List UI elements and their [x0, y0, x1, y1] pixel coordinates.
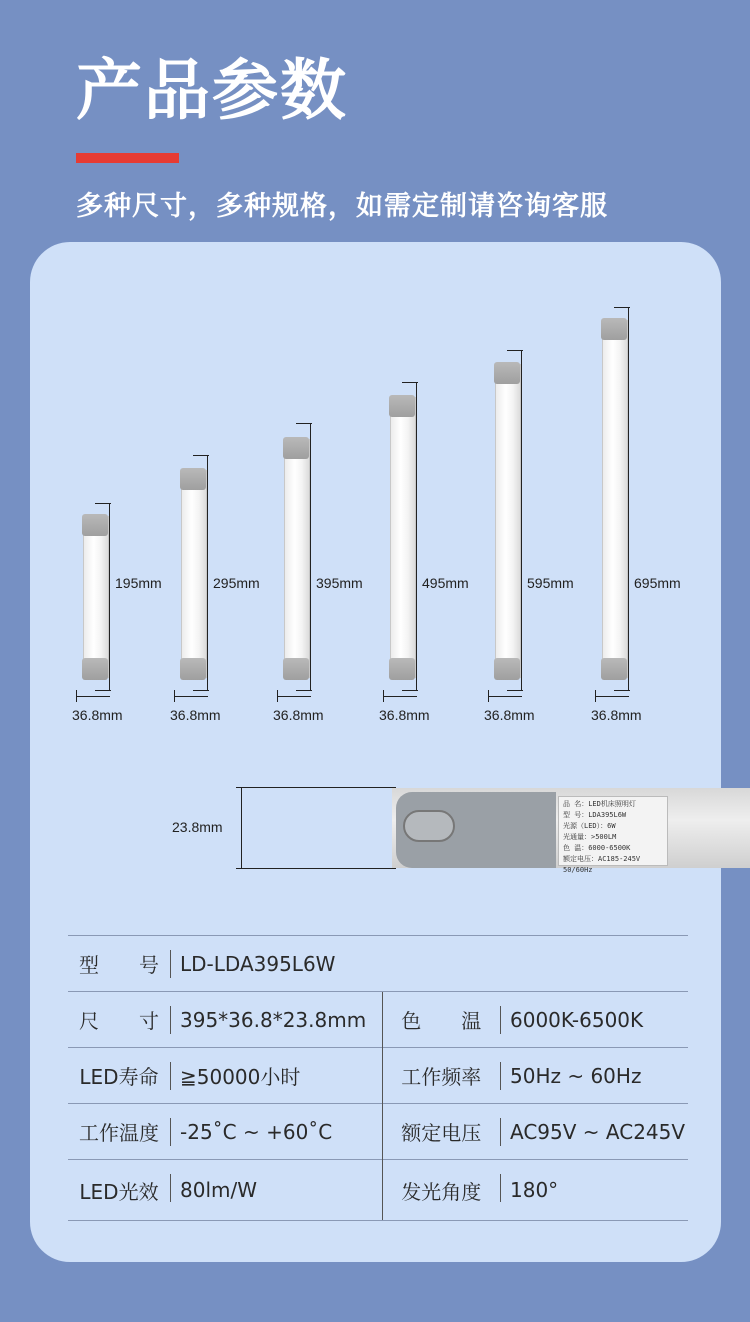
- spec-value-life: ≧50000小时: [170, 1048, 382, 1104]
- width-dimension-line: [277, 696, 311, 697]
- sticker-line: 光源（LED）：6W: [563, 822, 616, 830]
- length-dimension-tick: [296, 690, 312, 691]
- length-label: 595mm: [527, 575, 574, 591]
- tube-end-cap: [389, 658, 415, 680]
- sticker-line: 色 温：6000-6500K: [563, 844, 631, 852]
- width-dimension-line: [174, 696, 208, 697]
- length-dimension-tick: [402, 382, 418, 383]
- width-dimension-line: [76, 696, 110, 697]
- spec-value-temperature: -25˚C ~ +60˚C: [170, 1104, 382, 1160]
- length-dimension-tick: [193, 455, 209, 456]
- length-dimension-line: [416, 382, 417, 690]
- length-dimension-line: [310, 423, 311, 690]
- light-tube: [83, 516, 109, 678]
- spec-value-model: LD-LDA395L6W: [170, 936, 688, 992]
- page-subtitle: 多种尺寸，多种规格，如需定制请咨询客服: [76, 191, 608, 222]
- length-dimension-tick: [614, 690, 630, 691]
- length-dimension-tick: [296, 423, 312, 424]
- sticker-line: 型 号：LDA395L6W: [563, 811, 627, 819]
- light-tube: [495, 364, 521, 678]
- spec-value-frequency: 50Hz ~ 60Hz: [500, 1048, 688, 1104]
- width-dimension-line: [595, 696, 629, 697]
- profile-height-label: 23.8mm: [172, 819, 223, 835]
- length-label: 695mm: [634, 575, 681, 591]
- spec-value-cct: 6000K-6500K: [500, 992, 688, 1048]
- table-row: [68, 936, 688, 992]
- width-label: 36.8mm: [379, 707, 430, 723]
- product-label-sticker: [558, 796, 668, 874]
- length-dimension-line: [207, 455, 208, 690]
- light-tube: [390, 397, 416, 678]
- sticker-line: 额定电压：AC185-245V 50/60Hz: [563, 855, 641, 874]
- spec-value-size: 395*36.8*23.8mm: [170, 992, 382, 1048]
- title-accent-bar: [76, 153, 179, 163]
- spec-value-efficacy: 80lm/W: [170, 1160, 382, 1221]
- tube-end-cap: [389, 395, 415, 417]
- spec-key-efficacy: LED光效: [68, 1160, 170, 1221]
- length-dimension-tick: [402, 690, 418, 691]
- table-row: [68, 992, 688, 1048]
- length-dimension-line: [521, 350, 522, 690]
- length-label: 295mm: [213, 575, 260, 591]
- spec-key-voltage: 额定电压: [382, 1104, 500, 1160]
- width-label: 36.8mm: [72, 707, 123, 723]
- length-dimension-tick: [95, 503, 111, 504]
- spec-key-frequency: 工作频率: [382, 1048, 500, 1104]
- table-row: [68, 1160, 688, 1221]
- table-row: [68, 1048, 688, 1104]
- light-tube: [181, 470, 207, 678]
- tube-end-cap: [180, 468, 206, 490]
- length-label: 195mm: [115, 575, 162, 591]
- width-dimension-line: [488, 696, 522, 697]
- mounting-slot: [403, 810, 455, 842]
- sticker-line: 光通量：>500LM: [563, 833, 617, 841]
- page-title: 产品参数: [76, 52, 348, 129]
- tube-end-cap: [180, 658, 206, 680]
- width-dimension-line: [383, 696, 417, 697]
- length-dimension-line: [628, 307, 629, 690]
- length-label: 395mm: [316, 575, 363, 591]
- spec-key-cct: 色 温: [382, 992, 500, 1048]
- tube-end-cap: [601, 318, 627, 340]
- profile-height-tick-top: [236, 787, 396, 788]
- tube-end-cap: [601, 658, 627, 680]
- spec-table: [68, 935, 688, 1221]
- width-label: 36.8mm: [591, 707, 642, 723]
- spec-key-life: LED寿命: [68, 1048, 170, 1104]
- profile-height-tick-bottom: [236, 868, 396, 869]
- tube-end-cap: [283, 437, 309, 459]
- spec-key-model: 型 号: [68, 936, 170, 992]
- length-label: 495mm: [422, 575, 469, 591]
- length-dimension-tick: [95, 690, 111, 691]
- tube-end-cap: [82, 658, 108, 680]
- length-dimension-tick: [193, 690, 209, 691]
- spec-value-voltage: AC95V ~ AC245V: [500, 1104, 688, 1160]
- spec-value-beam-angle: 180°: [500, 1160, 688, 1221]
- tube-end-cap: [494, 362, 520, 384]
- light-tube: [602, 320, 628, 678]
- width-label: 36.8mm: [170, 707, 221, 723]
- length-dimension-tick: [507, 350, 523, 351]
- width-label: 36.8mm: [484, 707, 535, 723]
- spec-key-temperature: 工作温度: [68, 1104, 170, 1160]
- length-dimension-tick: [614, 307, 630, 308]
- light-tube: [284, 439, 310, 678]
- length-dimension-tick: [507, 690, 523, 691]
- tube-end-cap: [494, 658, 520, 680]
- sticker-line: 品 名：LED机床照明灯: [563, 800, 636, 808]
- tube-end-cap: [82, 514, 108, 536]
- profile-height-line: [241, 787, 242, 868]
- spec-key-beam-angle: 发光角度: [382, 1160, 500, 1221]
- spec-key-size: 尺 寸: [68, 992, 170, 1048]
- table-row: [68, 1104, 688, 1160]
- tube-end-cap: [283, 658, 309, 680]
- width-label: 36.8mm: [273, 707, 324, 723]
- length-dimension-line: [109, 503, 110, 690]
